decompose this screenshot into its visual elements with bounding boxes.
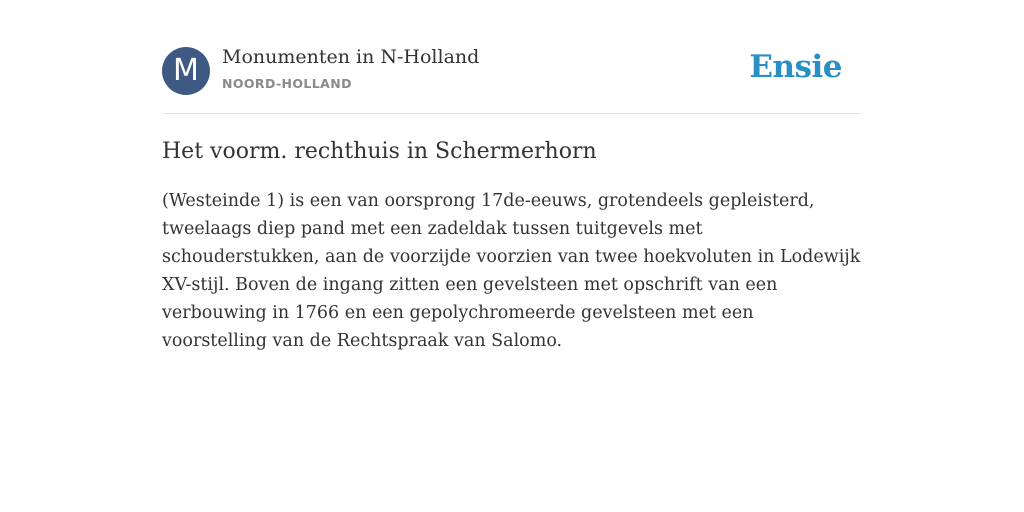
- article-body: (Westeinde 1) is een van oorsprong 17de-eeuws, grotendeels gepleisterd, tweelaags diep pand met een zadeldak tussen tuitgevels met schouderstukken, aan de voorzijde voorzien van twee hoekvoluten in Lodewijk XV-stijl. Boven de ingang zitten een gevelsteen met opschrift van een verbouwing in 1766 en een gepolychromeerde gevelsteen met een voorstelling van de Rechtspraak van Salomo.: [162, 191, 861, 351]
- definition-card: [162, 46, 862, 355]
- card-header: [162, 46, 862, 114]
- source-title[interactable]: Monumenten in N-Holland: [222, 46, 480, 68]
- source-subtitle: NOORD-HOLLAND: [222, 76, 352, 91]
- article-title: Het voorm. rechthuis in Schermerhorn: [162, 139, 597, 164]
- ensie-logo[interactable]: Ensie: [749, 49, 842, 85]
- source-avatar[interactable]: M: [162, 47, 210, 95]
